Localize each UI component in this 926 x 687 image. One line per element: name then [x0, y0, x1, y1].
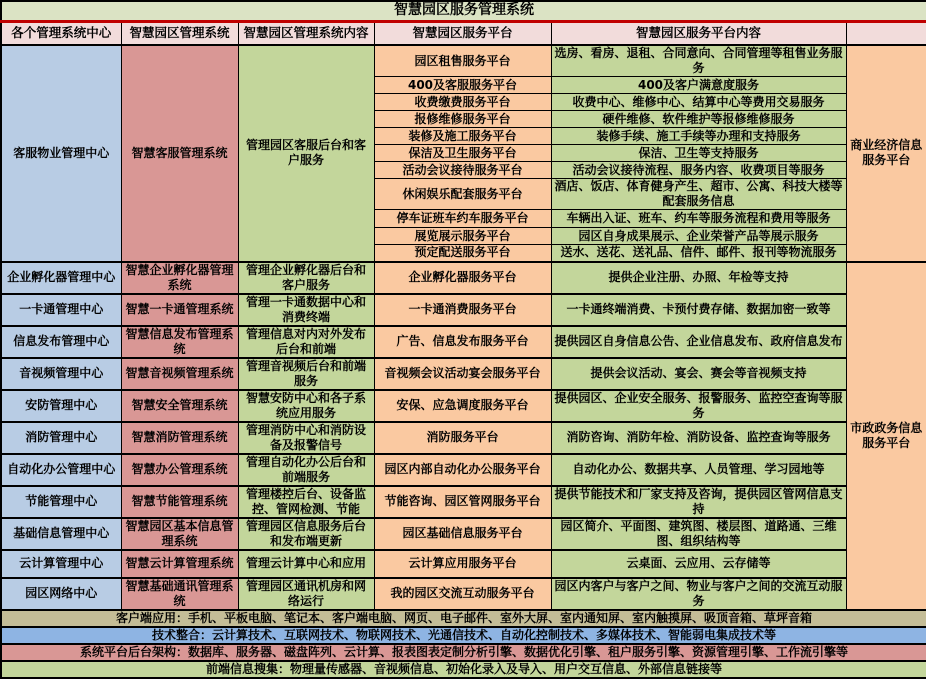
- platform-cell: 预定配送服务平台: [374, 245, 551, 262]
- header-systems: 智慧园区管理系统: [121, 21, 238, 45]
- platform-content-cell: 消防咨询、消防年检、消防设备、监控查询等服务: [551, 422, 846, 454]
- platform-content-cell: 酒店、饭店、体育健身产生、超市、公寓、科技大楼等配套服务信息: [551, 179, 846, 210]
- system-cell: 智慧安全管理系统: [121, 390, 238, 422]
- platform-cell: 保洁及卫生服务平台: [374, 145, 551, 162]
- platform-content-cell: 提供园区自身信息公告、企业信息发布、政府信息发布: [551, 326, 846, 358]
- system-cell: 智慧企业孵化器管理系统: [121, 262, 238, 294]
- platform-content-cell: 园区内客户与客户之间、物业与客户之间的交流互动服务: [551, 578, 846, 610]
- platform-content-cell: 硬件维修、软件维护等报修维修服务: [551, 111, 846, 128]
- platform-cell: 企业孵化器服务平台: [374, 262, 551, 294]
- platform-cell: 休闲娱乐配套服务平台: [374, 179, 551, 210]
- center-cell: 基础信息管理中心: [1, 518, 121, 550]
- center-cell: 信息发布管理中心: [1, 326, 121, 358]
- system-content-cell: 管理自动化办公后台和前端服务: [238, 454, 374, 486]
- platform-cell: 一卡通消费服务平台: [374, 294, 551, 326]
- system-cell: 智慧基础通讯管理系统: [121, 578, 238, 610]
- center-cell: 安防管理中心: [1, 390, 121, 422]
- system-cell: 智慧办公管理系统: [121, 454, 238, 486]
- platform-content-cell: 自动化办公、数据共享、人员管理、学习园地等: [551, 454, 846, 486]
- platform-cell: 音视频会议活动宴会服务平台: [374, 358, 551, 390]
- footer-backend-architecture: 系统平台后台架构：数据库、服务器、磁盘阵列、云计算、报表图表定制分析引擎、数据优化引擎、租户服务引擎、资源管理引擎、工作流引擎等: [1, 644, 926, 661]
- system-content-cell: 管理信息对内对外发布后台和前端: [238, 326, 374, 358]
- service-group-cell-municipal: 市政政务信息服务平台: [846, 262, 926, 610]
- system-content-cell: 管理园区信息服务后台和发布端更新: [238, 518, 374, 550]
- header-systems-content: 智慧园区管理系统内容: [238, 21, 374, 45]
- platform-content-cell: 提供企业注册、办照、年检等支持: [551, 262, 846, 294]
- platform-cell: 停车证班车约车服务平台: [374, 210, 551, 228]
- system-content-cell: 管理园区通讯机房和网络运行: [238, 578, 374, 610]
- center-cell: 一卡通管理中心: [1, 294, 121, 326]
- center-cell: 企业孵化器管理中心: [1, 262, 121, 294]
- center-cell: 消防管理中心: [1, 422, 121, 454]
- system-cell: 智慧节能管理系统: [121, 486, 238, 518]
- center-cell: 园区网络中心: [1, 578, 121, 610]
- center-cell: 节能管理中心: [1, 486, 121, 518]
- center-cell: 自动化办公管理中心: [1, 454, 121, 486]
- platform-content-cell: 提供园区、企业安全服务、报警服务、监控空查询等服务: [551, 390, 846, 422]
- system-cell: 智慧园区基本信息管理系统: [121, 518, 238, 550]
- page-title: 智慧园区服务管理系统: [1, 1, 926, 21]
- header-platforms: 智慧园区服务平台: [374, 21, 551, 45]
- system-content-cell: 管理楼控后台、设备监控、管网检测、节能: [238, 486, 374, 518]
- footer-tech-integration: 技术整合：云计算技术、互联网技术、物联网技术、光通信技术、自动化控制技术、多媒体技术、智能弱电集成技术等: [1, 627, 926, 644]
- platform-cell: 我的园区交流互动服务平台: [374, 578, 551, 610]
- platform-cell: 收费缴费服务平台: [374, 94, 551, 111]
- platform-content-cell: 保洁、卫生等支持服务: [551, 145, 846, 162]
- platform-cell: 园区租售服务平台: [374, 45, 551, 77]
- platform-cell: 园区基础信息服务平台: [374, 518, 551, 550]
- header-right-empty: [846, 21, 926, 45]
- platform-content-cell: 活动会议接待流程、服务内容、收费项目等服务: [551, 162, 846, 179]
- platform-cell: 安保、应急调度服务平台: [374, 390, 551, 422]
- platform-cell: 装修及施工服务平台: [374, 128, 551, 145]
- platform-cell: 广告、信息发布服务平台: [374, 326, 551, 358]
- platform-content-cell: 车辆出入证、班车、约车等服务流程和费用等服务: [551, 210, 846, 228]
- platform-cell: 消防服务平台: [374, 422, 551, 454]
- system-cell: 智慧云计算管理系统: [121, 550, 238, 578]
- system-cell: 智慧客服管理系统: [121, 45, 238, 262]
- system-cell: 智慧一卡通管理系统: [121, 294, 238, 326]
- platform-cell: 展览展示服务平台: [374, 228, 551, 245]
- system-content-cell: 智慧安防中心和各子系统应用服务: [238, 390, 374, 422]
- service-group-cell-business: 商业经济信息服务平台: [846, 45, 926, 262]
- platform-cell: 400及客服服务平台: [374, 77, 551, 94]
- platform-content-cell: 收费中心、维修中心、结算中心等费用交易服务: [551, 94, 846, 111]
- center-cell: 云计算管理中心: [1, 550, 121, 578]
- header-centers: 各个管理系统中心: [1, 21, 121, 45]
- platform-content-cell: 装修手续、施工手续等办理和支持服务: [551, 128, 846, 145]
- footer-frontend-info: 前端信息搜集：物理量传感器、音视频信息、初始化录入及导入、用户交互信息、外部信息链接等: [1, 661, 926, 678]
- platform-content-cell: 园区自身成果展示、企业荣誉产品等展示服务: [551, 228, 846, 245]
- platform-content-cell: 园区简介、平面图、建筑图、楼层图、道路通、三维图、组织结构等: [551, 518, 846, 550]
- header-platforms-content: 智慧园区服务平台内容: [551, 21, 846, 45]
- platform-cell: 园区内部自动化办公服务平台: [374, 454, 551, 486]
- platform-content-cell: 400及客户满意度服务: [551, 77, 846, 94]
- platform-content-cell: 一卡通终端消费、卡预付费存储、数据加密一致等: [551, 294, 846, 326]
- system-cell: 智慧音视频管理系统: [121, 358, 238, 390]
- platform-content-cell: 提供节能技术和厂家支持及咨询，提供园区管网信息支持: [551, 486, 846, 518]
- system-content-cell: 管理企业孵化器后台和客户服务: [238, 262, 374, 294]
- platform-cell: 报修维修服务平台: [374, 111, 551, 128]
- system-cell: 智慧消防管理系统: [121, 422, 238, 454]
- system-content-cell: 管理园区客服后台和客户服务: [238, 45, 374, 262]
- center-cell: 客服物业管理中心: [1, 45, 121, 262]
- platform-cell: 活动会议接待服务平台: [374, 162, 551, 179]
- platform-cell: 节能咨询、园区管网服务平台: [374, 486, 551, 518]
- system-cell: 智慧信息发布管理系统: [121, 326, 238, 358]
- system-content-cell: 管理消防中心和消防设备及报警信号: [238, 422, 374, 454]
- platform-content-cell: 云桌面、云应用、云存储等: [551, 550, 846, 578]
- platform-content-cell: 送水、送花、送礼品、信件、邮件、报刊等物流服务: [551, 245, 846, 262]
- platform-content-cell: 提供会议活动、宴会、赛会等音视频支持: [551, 358, 846, 390]
- system-content-cell: 管理一卡通数据中心和消费终端: [238, 294, 374, 326]
- system-content-cell: 管理云计算中心和应用: [238, 550, 374, 578]
- center-cell: 音视频管理中心: [1, 358, 121, 390]
- footer-client-apps: 客户端应用：手机、平板电脑、笔记本、客户端电脑、网页、电子邮件、室外大屏、室内通知屏、室内触摸屏、吸顶音箱、草坪音箱: [1, 610, 926, 627]
- system-content-cell: 管理音视频后台和前端服务: [238, 358, 374, 390]
- platform-cell: 云计算应用服务平台: [374, 550, 551, 578]
- platform-content-cell: 选房、看房、退租、合同意向、合同管理等租售业务服务: [551, 45, 846, 77]
